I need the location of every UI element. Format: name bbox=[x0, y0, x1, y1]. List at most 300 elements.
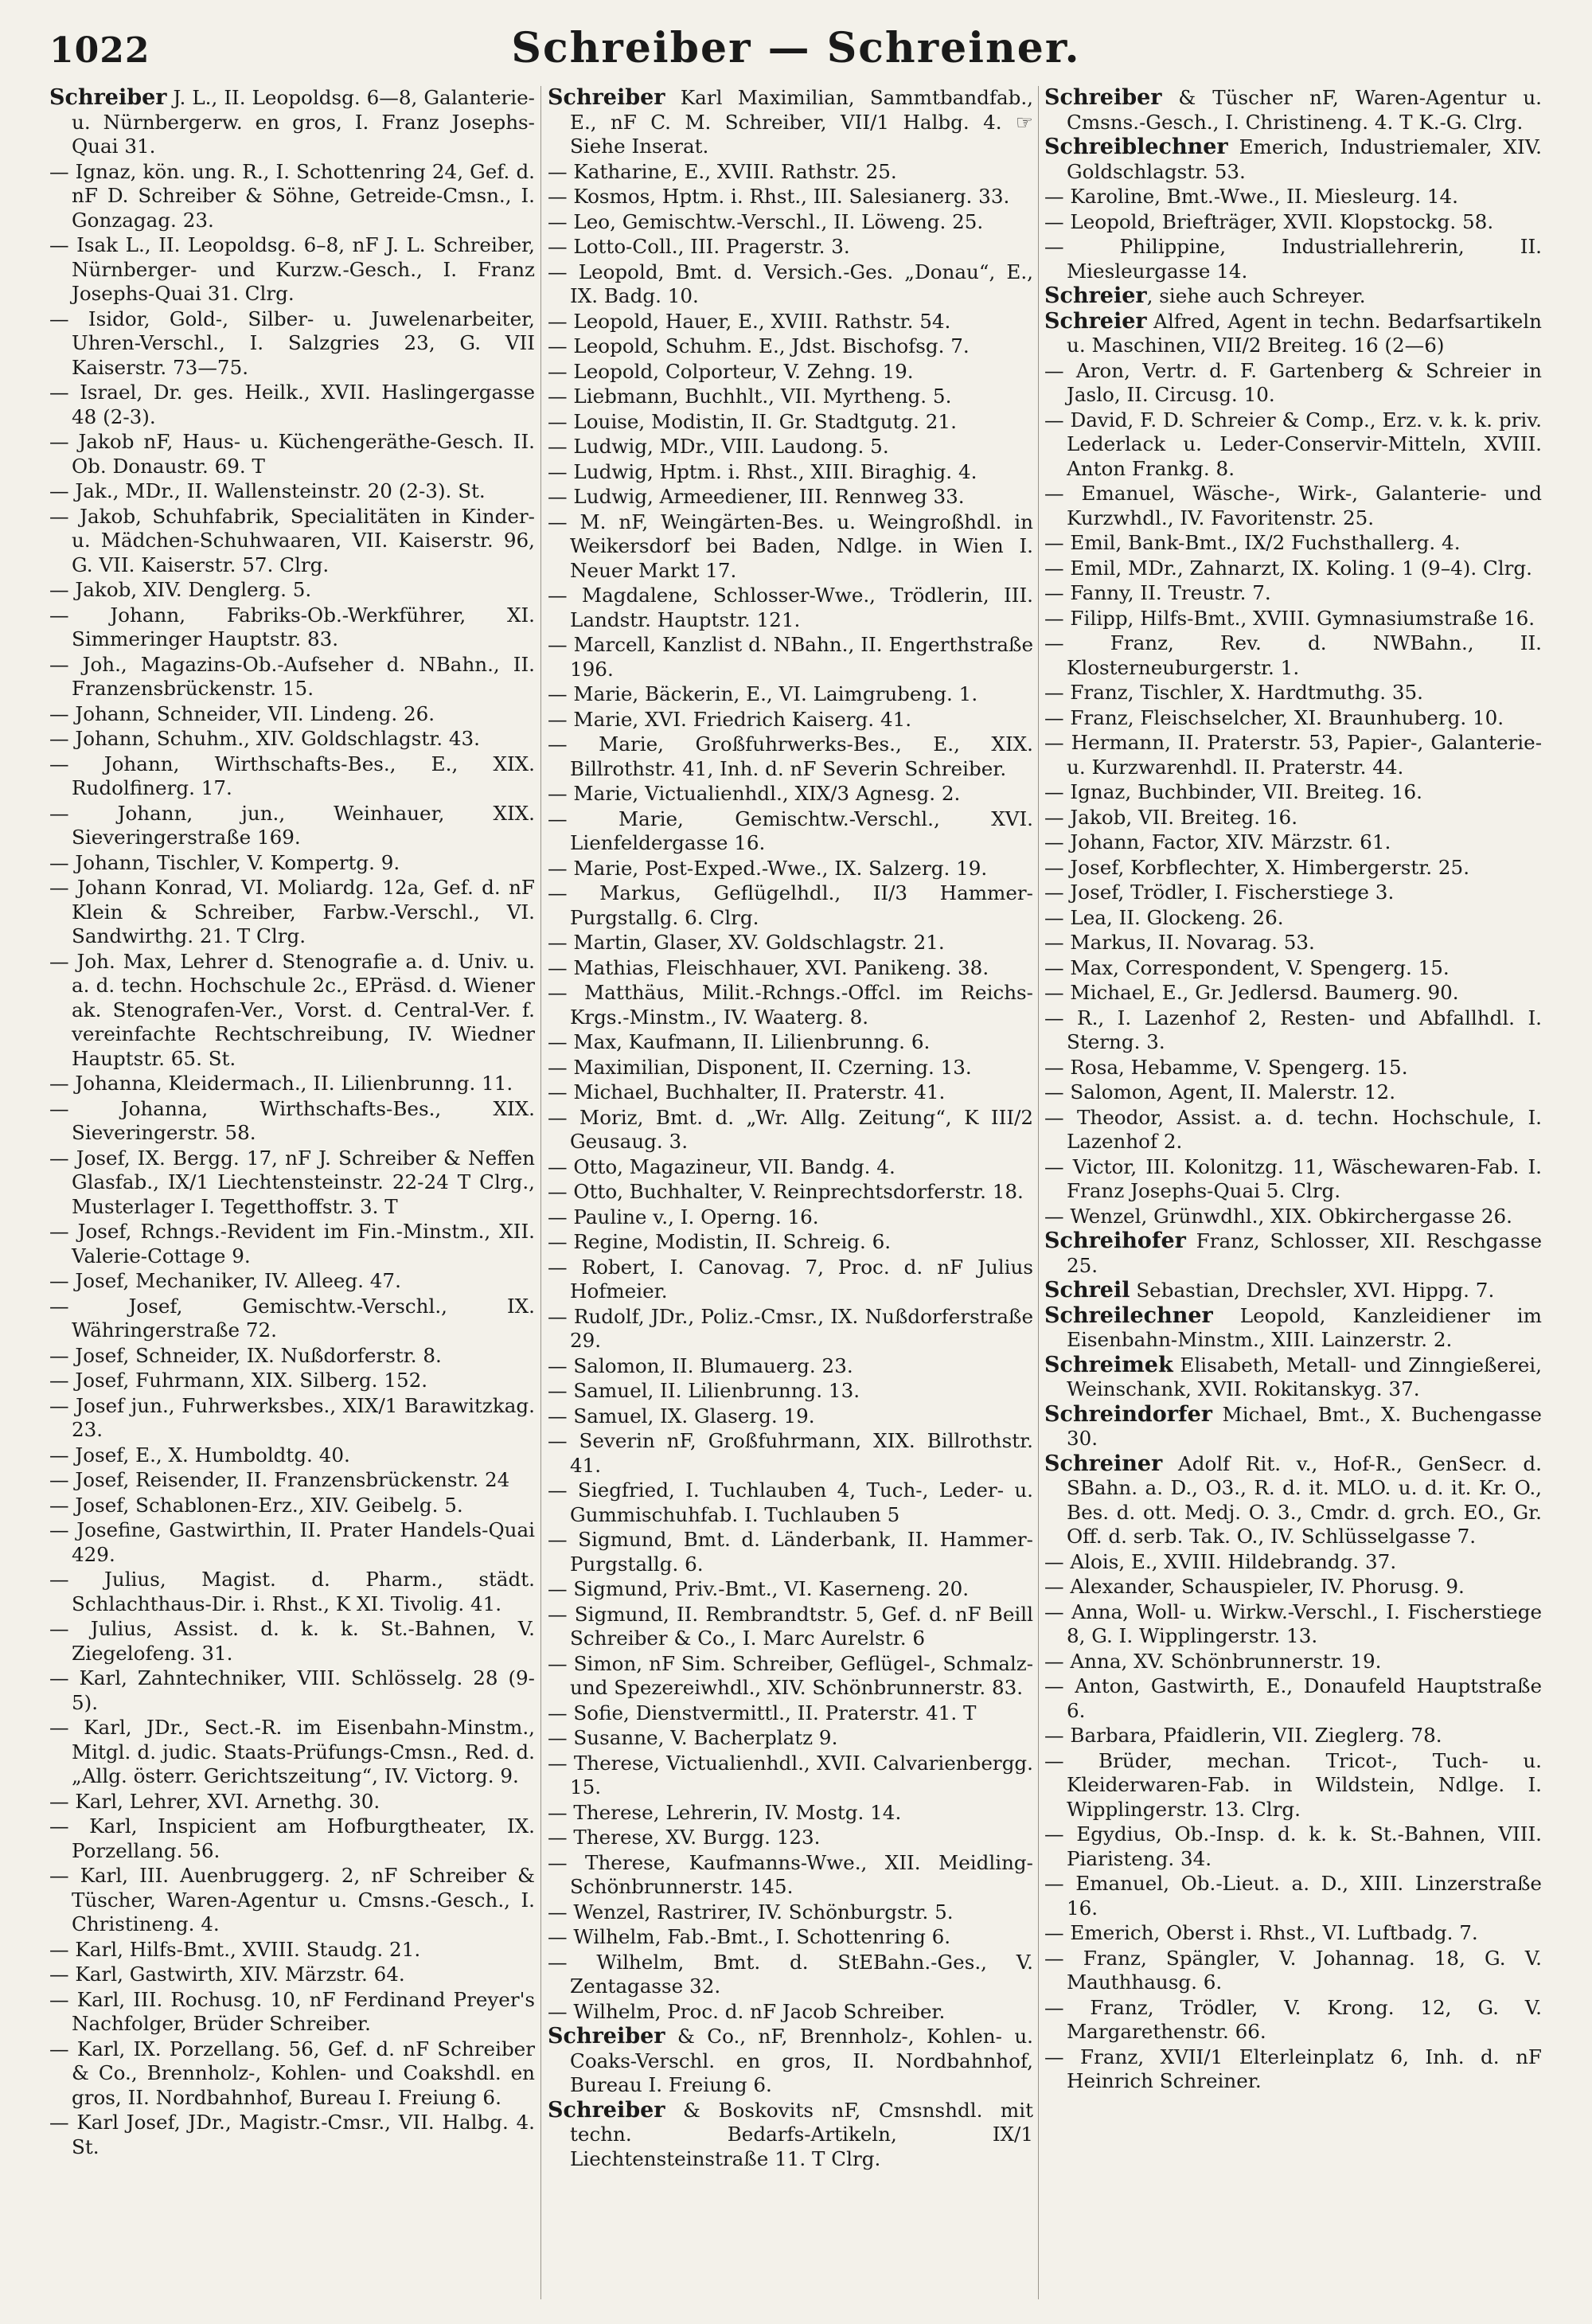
directory-entry bbox=[49, 1369, 535, 1393]
entry-text: — Johann Konrad, VI. Moliardg. 12a, Gef. d. nF Klein & Schreiber, Farbw.-Verschl., VI. Sandwirthg. 21. T Clrg. bbox=[49, 876, 535, 947]
directory-entry bbox=[548, 360, 1033, 385]
entry-text: — Jakob, XIV. Denglerg. 5. bbox=[49, 578, 312, 601]
entry-text: — Leopold, Briefträger, XVII. Klopstockg. 58. bbox=[1044, 209, 1494, 233]
entry-text: — Josef, Schablonen-Erz., XIV. Geibelg. 5. bbox=[49, 1493, 463, 1517]
entry-text: — Samuel, II. Lilienbrunng. 13. bbox=[548, 1379, 860, 1402]
entry-text: — Lea, II. Glockeng. 26. bbox=[1044, 905, 1284, 929]
entry-text: — Ignaz, kön. ung. R., I. Schottenring 24, Gef. d. nF D. Schreiber & Söhne, Getreide-Cmsn., I. Gonzagag. 23. bbox=[49, 159, 535, 232]
directory-entry bbox=[548, 185, 1033, 209]
directory-entry bbox=[548, 1528, 1033, 1576]
entry-text: — Anna, XV. Schönbrunnerstr. 19. bbox=[1044, 1649, 1382, 1673]
entry-text: — Karl, III. Rochusg. 10, nF Ferdinand Preyer's Nachfolger, Brüder Schreiber. bbox=[49, 1987, 535, 2035]
directory-entry bbox=[49, 86, 535, 159]
entry-text: — Martin, Glaser, XV. Goldschlagstr. 21. bbox=[548, 931, 945, 954]
directory-entry bbox=[548, 1379, 1033, 1404]
directory-entry bbox=[1044, 1353, 1542, 1402]
entry-text: — Wilhelm, Fab.-Bmt., I. Schottenring 6. bbox=[548, 1925, 951, 1948]
entry-text: — Ludwig, Armeediener, III. Rennweg 33. bbox=[548, 485, 965, 508]
directory-entry bbox=[49, 1344, 535, 1369]
directory-column-2 bbox=[548, 86, 1033, 2307]
directory-entry bbox=[1044, 1996, 1542, 2045]
directory-entry bbox=[49, 233, 535, 307]
entry-text: — Karl, Zahntechniker, VIII. Schlösselg. 28 (9-5). bbox=[49, 1666, 535, 1714]
directory-entry bbox=[49, 950, 535, 1072]
directory-entry bbox=[548, 2000, 1033, 2025]
entry-text: — Markus, Geflügelhdl., II/3 Hammer-Purgstallg. 6. Clrg. bbox=[548, 881, 1033, 929]
entry-text: — Salomon, II. Blumauerg. 23. bbox=[548, 1353, 853, 1377]
directory-entry bbox=[49, 1097, 535, 1146]
entry-text: — Markus, II. Novarag. 53. bbox=[1044, 931, 1315, 954]
entry-text: — Louise, Modistin, II. Gr. Stadtgutg. 21. bbox=[548, 409, 957, 433]
directory-entry bbox=[49, 1518, 535, 1567]
directory-entry bbox=[1044, 780, 1542, 805]
directory-entry bbox=[1044, 1080, 1542, 1105]
entry-text: — Fanny, II. Treustr. 7. bbox=[1044, 581, 1271, 604]
directory-entry bbox=[49, 1716, 535, 1789]
entry-headword: Schreiber bbox=[548, 2097, 665, 2123]
directory-entry bbox=[49, 1220, 535, 1268]
directory-entry bbox=[1044, 1106, 1542, 1154]
entry-text: Emerich, Industriemaler, XIV. Goldschlagstr. 53. bbox=[1067, 135, 1542, 183]
directory-entry bbox=[1044, 607, 1542, 631]
entry-text: — Leopold, Schuhm. E., Jdst. Bischofsg. 7. bbox=[548, 334, 970, 357]
directory-entry bbox=[548, 1900, 1033, 1925]
entry-text: — Karl Josef, JDr., Magistr.-Cmsr., VII. Halbg. 4. St. bbox=[49, 2111, 535, 2158]
entry-text: J. L., II. Leopoldsg. 6—8, Galanterie- u. Nürnbergerw. en gros, I. Franz Josephs-Quai 31. bbox=[72, 86, 535, 158]
directory-entry bbox=[49, 802, 535, 850]
entry-text: — Leopold, Bmt. d. Versich.-Ges. „Donau“, E., IX. Badg. 10. bbox=[548, 260, 1033, 307]
entry-text: — Josef, Gemischtw.-Verschl., IX. Währingerstraße 72. bbox=[49, 1294, 535, 1342]
directory-entry bbox=[49, 505, 535, 578]
entry-text: — Karl, Inspicient am Hofburgtheater, IX. Porzellang. 56. bbox=[49, 1814, 535, 1862]
directory-entry bbox=[548, 682, 1033, 707]
directory-entry bbox=[548, 510, 1033, 584]
directory-entry bbox=[1044, 830, 1542, 855]
entry-text: Adolf Rit. v., Hof-R., GenSecr. d. SBahn. a. D., O3., R. d. it. MLO. u. d. it. Kr. O., Bes. d. ott. Medj. O. 3., Cmdr. d. grch. EO., Gr. Off. d. serb. Tak. O., IV. Schlüsselgasse 7. bbox=[1067, 1451, 1542, 1548]
entry-text: — Wilhelm, Proc. d. nF Jacob Schreiber. bbox=[548, 1999, 946, 2023]
entry-text: — Julius, Assist. d. k. k. St.-Bahnen, V. Ziegelofeng. 31. bbox=[49, 1617, 535, 1665]
directory-entry bbox=[49, 1568, 535, 1616]
directory-entry bbox=[548, 1404, 1033, 1429]
directory-entry bbox=[1044, 1724, 1542, 1748]
directory-entry bbox=[1044, 1279, 1542, 1303]
directory-entry bbox=[49, 2037, 535, 2111]
entry-text: — Pauline v., I. Operng. 16. bbox=[548, 1205, 819, 1228]
entry-text: — Rudolf, JDr., Poliz.-Cmsr., IX. Nußdorferstraße 29. bbox=[548, 1304, 1033, 1352]
directory-entry bbox=[1044, 408, 1542, 482]
entry-text: — Israel, Dr. ges. Heilk., XVII. Haslingergasse 48 (2-3). bbox=[49, 381, 535, 428]
directory-entry bbox=[548, 310, 1033, 334]
directory-entry bbox=[548, 1305, 1033, 1353]
entry-text: — Filipp, Hilfs-Bmt., XVIII. Gymnasiumstraße 16. bbox=[1044, 606, 1535, 630]
directory-entry bbox=[1044, 531, 1542, 556]
entry-text: — Johann, Wirthschafts-Bes., E., XIX. Rudolfinerg. 17. bbox=[49, 752, 535, 799]
entry-text: — Josef, E., X. Humboldtg. 40. bbox=[49, 1443, 350, 1467]
directory-entry bbox=[548, 435, 1033, 459]
entry-text: — Siegfried, I. Tuchlauben 4, Tuch-, Leder- u. Gummischuhfab. I. Tuchlauben 5 bbox=[548, 1478, 1033, 1526]
entry-text: — Liebmann, Buchhlt., VII. Myrtheng. 5. bbox=[548, 385, 952, 408]
entry-text: — Franz, Rev. d. NWBahn., II. Klosterneuburgerstr. 1. bbox=[1044, 631, 1542, 679]
entry-text: — Leo, Gemischtw.-Verschl., II. Löweng. 25. bbox=[548, 209, 984, 233]
directory-entry bbox=[1044, 2045, 1542, 2094]
entry-text: — Johann, Factor, XIV. Märzstr. 61. bbox=[1044, 830, 1391, 853]
entry-text: — Therese, Kaufmanns-Wwe., XII. Meidling-Schönbrunnerstr. 145. bbox=[548, 1850, 1033, 1898]
directory-entry bbox=[1044, 1947, 1542, 1995]
entry-text: — Johanna, Kleidermach., II. Lilienbrunng. 11. bbox=[49, 1072, 513, 1095]
entry-text: — Alois, E., XVIII. Hildebrandg. 37. bbox=[1044, 1549, 1397, 1573]
entry-text: — M. nF, Weingärten-Bes. u. Weingroßhdl. in Weikersdorf bei Baden, Ndlge. in Wien I. Neuer Markt 17. bbox=[548, 510, 1033, 582]
entry-text: — Julius, Magist. d. Pharm., städt. Schlachthaus-Dir. i. Rhst., K XI. Tivolig. 41. bbox=[49, 1568, 535, 1615]
directory-entry bbox=[49, 1443, 535, 1468]
directory-entry bbox=[1044, 1749, 1542, 1822]
directory-entry bbox=[49, 430, 535, 478]
entry-text: — Karl, Gastwirth, XIV. Märzstr. 64. bbox=[49, 1963, 405, 1986]
directory-entry bbox=[49, 1938, 535, 1963]
entry-text: — Severin nF, Großfuhrmann, XIX. Billrothstr. 41. bbox=[548, 1429, 1033, 1477]
directory-entry bbox=[548, 2025, 1033, 2098]
entry-text: Leopold, Kanzleidiener im Eisenbahn-Minstm., XIII. Lainzerstr. 2. bbox=[1067, 1303, 1542, 1351]
entry-text: — Leopold, Colporteur, V. Zehng. 19. bbox=[548, 359, 914, 383]
directory-entry bbox=[49, 1988, 535, 2037]
entry-text: — Emerich, Oberst i. Rhst., VI. Luftbadg. 7. bbox=[1044, 1921, 1478, 1944]
entry-text: — Josef, Trödler, I. Fischerstiege 3. bbox=[1044, 881, 1395, 904]
entry-text: — Barbara, Pfaidlerin, VII. Zieglerg. 78. bbox=[1044, 1724, 1442, 1747]
entry-text: — Josef, Reisender, II. Franzensbrückenstr. 24 bbox=[49, 1468, 510, 1491]
entry-text: — Isidor, Gold-, Silber- u. Juwelenarbeiter, Uhren-Verschl., I. Salzgries 23, G. VII Kaiserstr. 73—75. bbox=[49, 307, 535, 379]
entry-text: — Franz, Spängler, V. Johannag. 18, G. V. Mauthhausg. 6. bbox=[1044, 1946, 1542, 1994]
directory-entry bbox=[548, 732, 1033, 781]
directory-entry bbox=[548, 1603, 1033, 1651]
entry-text: — Katharine, E., XVIII. Rathstr. 25. bbox=[548, 159, 897, 183]
directory-entry bbox=[49, 603, 535, 652]
directory-entry bbox=[1044, 1403, 1542, 1451]
running-head: Schreiber — Schreiner. bbox=[511, 24, 1081, 72]
entry-text: — Karl, IX. Porzellang. 56, Gef. d. nF Schreiber & Co., Brennholz-, Kohlen- und Coakshdl. en gros, II. Nordbahnhof, Bureau I. Freiung 6. bbox=[49, 2037, 535, 2109]
entry-text: & Tüscher nF, Waren-Agentur u. Cmsns.-Gesch., I. Christineng. 4. T K.-G. Clrg. bbox=[1067, 86, 1542, 134]
directory-entry bbox=[548, 1106, 1033, 1154]
entry-text: — Josef, Korbflechter, X. Himbergerstr. 25. bbox=[1044, 855, 1470, 879]
directory-entry bbox=[548, 1230, 1033, 1255]
directory-entry bbox=[1044, 235, 1542, 283]
entry-text: — Emanuel, Wäsche-, Wirk-, Galanterie- und Kurzwhdl., IV. Favoritenstr. 25. bbox=[1044, 482, 1542, 529]
directory-entry bbox=[49, 160, 535, 233]
directory-entry bbox=[548, 633, 1033, 682]
directory-entry bbox=[49, 1864, 535, 1937]
directory-entry bbox=[548, 1429, 1033, 1478]
directory-entry bbox=[548, 956, 1033, 981]
directory-entry bbox=[548, 334, 1033, 359]
entry-text: — Johann, Tischler, V. Kompertg. 9. bbox=[49, 850, 400, 874]
directory-entry bbox=[49, 578, 535, 603]
directory-entry bbox=[1044, 1550, 1542, 1575]
directory-entry bbox=[548, 1155, 1033, 1180]
entry-text: — Therese, Lehrerin, IV. Mostg. 14. bbox=[548, 1800, 902, 1824]
entry-text: — Robert, I. Canovag. 7, Proc. d. nF Julius Hofmeier. bbox=[548, 1255, 1033, 1303]
directory-entry bbox=[1044, 1006, 1542, 1055]
entry-headword: Schreil bbox=[1044, 1278, 1130, 1303]
entry-text: — Magdalene, Schlosser-Wwe., Trödlerin, III. Landstr. Hauptstr. 121. bbox=[548, 584, 1033, 631]
entry-text: — Therese, XV. Burgg. 123. bbox=[548, 1826, 821, 1849]
directory-entry bbox=[1044, 1872, 1542, 1920]
directory-entry bbox=[548, 235, 1033, 260]
directory-entry bbox=[548, 1752, 1033, 1800]
directory-entry bbox=[49, 1963, 535, 1987]
entry-headword: Schreiner bbox=[1044, 1451, 1163, 1476]
directory-entry bbox=[548, 1354, 1033, 1379]
entry-text: — Karl, JDr., Sect.-R. im Eisenbahn-Minstm., Mitgl. d. judic. Staats-Prüfungs-Cmsn., Red. d. „Allg. österr. Gerichtszeitung“, IV. Victorg. 9. bbox=[49, 1716, 535, 1787]
entry-text: — Franz, XVII/1 Elterleinplatz 6, Inh. d. nF Heinrich Schreiner. bbox=[1044, 2045, 1542, 2092]
entry-text: — Johanna, Wirthschafts-Bes., XIX. Sieveringerstr. 58. bbox=[49, 1096, 535, 1144]
directory-entry bbox=[49, 851, 535, 876]
directory-entry bbox=[548, 2099, 1033, 2172]
directory-entry bbox=[49, 752, 535, 801]
entry-text: — Max, Kaufmann, II. Lilienbrunng. 6. bbox=[548, 1030, 931, 1053]
column-divider bbox=[540, 86, 541, 2299]
directory-entry bbox=[548, 1826, 1033, 1850]
directory-entry bbox=[548, 260, 1033, 309]
entry-text: — Johann, Fabriks-Ob.-Werkführer, XI. Simmeringer Hauptstr. 83. bbox=[49, 603, 535, 650]
page-number: 1022 bbox=[49, 30, 150, 71]
directory-entry bbox=[49, 1072, 535, 1096]
entry-text: — Emil, MDr., Zahnarzt, IX. Koling. 1 (9–4). Clrg. bbox=[1044, 556, 1532, 580]
entry-text: — Mathias, Fleischhauer, XVI. Panikeng. 38. bbox=[548, 955, 989, 979]
entry-text: — Anton, Gastwirth, E., Donaufeld Hauptstraße 6. bbox=[1044, 1674, 1542, 1722]
directory-entry bbox=[49, 1666, 535, 1715]
directory-entry bbox=[548, 485, 1033, 510]
entry-text: Alfred, Agent in techn. Bedarfsartikeln u. Maschinen, VII/2 Breiteg. 16 (2—6) bbox=[1067, 309, 1542, 357]
entry-text: — Lotto-Coll., III. Pragerstr. 3. bbox=[548, 235, 850, 258]
entry-text: — Jak., MDr., II. Wallensteinstr. 20 (2-3). St. bbox=[49, 479, 486, 502]
entry-text: — Michael, Buchhalter, II. Praterstr. 41. bbox=[548, 1080, 946, 1103]
entry-text: — Johann, Schneider, VII. Lindeng. 26. bbox=[49, 701, 435, 725]
entry-text: — Hermann, II. Praterstr. 53, Papier-, Galanterie- u. Kurzwarenhdl. II. Praterstr. 44. bbox=[1044, 731, 1542, 779]
entry-text: — Sigmund, II. Rembrandtstr. 5, Gef. d. nF Beill Schreiber & Co., I. Marc Aurelstr. 6 bbox=[548, 1602, 1033, 1650]
directory-entry bbox=[548, 708, 1033, 732]
directory-entry bbox=[548, 584, 1033, 632]
entry-text: — Philippine, Industriallehrerin, II. Miesleurgasse 14. bbox=[1044, 235, 1542, 283]
directory-entry bbox=[548, 86, 1033, 159]
directory-entry bbox=[1044, 1822, 1542, 1871]
entry-text: — Regine, Modistin, II. Schreig. 6. bbox=[548, 1230, 892, 1253]
entry-text: — Marie, Post-Exped.-Wwe., IX. Salzerg. 19. bbox=[548, 856, 988, 880]
entry-text: & Boskovits nF, Cmsnshdl. mit techn. Bedarfs-Artikeln, IX/1 Liechtensteinstraße 11. T Clrg. bbox=[570, 2098, 1033, 2170]
directory-entry bbox=[548, 385, 1033, 409]
entry-headword: Schreiber bbox=[548, 86, 665, 110]
directory-entry bbox=[1044, 806, 1542, 830]
directory-entry bbox=[1044, 931, 1542, 955]
entry-headword: Schreindorfer bbox=[1044, 1401, 1212, 1427]
directory-entry bbox=[548, 931, 1033, 955]
directory-entry bbox=[1044, 906, 1542, 931]
entry-text: — Moriz, Bmt. d. „Wr. Allg. Zeitung“, K III/2 Geusaug. 3. bbox=[548, 1105, 1033, 1153]
directory-entry bbox=[1044, 881, 1542, 905]
entry-headword: Schreier bbox=[1044, 283, 1147, 308]
directory-entry bbox=[1044, 731, 1542, 779]
directory-entry bbox=[49, 1394, 535, 1443]
directory-entry bbox=[548, 1256, 1033, 1304]
directory-entry bbox=[1044, 1205, 1542, 1229]
entry-text: — Maximilian, Disponent, II. Czerning. 13. bbox=[548, 1055, 972, 1079]
directory-entry bbox=[548, 1925, 1033, 1950]
directory-entry bbox=[548, 1726, 1033, 1751]
directory-entry bbox=[1044, 557, 1542, 581]
directory-entry bbox=[548, 782, 1033, 807]
entry-text: — Marie, XVI. Friedrich Kaiserg. 41. bbox=[548, 707, 912, 731]
entry-text: — Alexander, Schauspieler, IV. Phorusg. 9. bbox=[1044, 1575, 1465, 1598]
entry-text: — Joh. Max, Lehrer d. Stenografie a. d. Univ. u. a. d. techn. Hochschule 2c., EPräsd. d. Wiener ak. Stenografen-Ver., Vorst. d. Central-Ver. f. vereinfachte Rechtschreibung, IV. Wiedner Hauptstr. 65. St. bbox=[49, 949, 535, 1070]
entry-text: — Leopold, Hauer, E., XVIII. Rathstr. 54. bbox=[548, 309, 951, 333]
directory-entry bbox=[1044, 1155, 1542, 1204]
entry-text: — Josef jun., Fuhrwerksbes., XIX/1 Barawitzkag. 23. bbox=[49, 1393, 535, 1441]
entry-text: — Emil, Bank-Bmt., IX/2 Fuchsthallerg. 4. bbox=[1044, 531, 1461, 554]
entry-text: & Co., nF, Brennholz-, Kohlen- u. Coaks-Verschl. en gros, II. Nordbahnhof, Bureau I. Freiung 6. bbox=[570, 2025, 1033, 2096]
entry-text: — Therese, Victualienhdl., XVII. Calvarienbergg. 15. bbox=[548, 1751, 1033, 1799]
entry-text: — Sigmund, Priv.-Bmt., VI. Kaserneng. 20. bbox=[548, 1577, 970, 1600]
entry-text: — Michael, E., Gr. Jedlersd. Baumerg. 90. bbox=[1044, 981, 1459, 1004]
directory-entry bbox=[49, 653, 535, 701]
directory-entry bbox=[49, 307, 535, 381]
directory-entry bbox=[1044, 706, 1542, 731]
directory-entry bbox=[1044, 981, 1542, 1006]
directory-entry bbox=[49, 1814, 535, 1863]
entry-text: — Kosmos, Hptm. i. Rhst., III. Salesianerg. 33. bbox=[548, 185, 1010, 208]
directory-entry bbox=[548, 1951, 1033, 1999]
entry-headword: Schreiber bbox=[548, 2024, 665, 2049]
entry-text: — R., I. Lazenhof 2, Resten- und Abfallhdl. I. Sterng. 3. bbox=[1044, 1006, 1542, 1053]
directory-entry bbox=[1044, 1056, 1542, 1080]
entry-text: — Ludwig, MDr., VIII. Laudong. 5. bbox=[548, 435, 889, 458]
directory-entry bbox=[49, 1269, 535, 1294]
entry-text: — Marie, Gemischtw.-Verschl., XVI. Lienfeldergasse 16. bbox=[548, 807, 1033, 854]
entry-text: — Jakob nF, Haus- u. Küchengeräthe-Gesch. II. Ob. Donaustr. 69. T bbox=[49, 430, 535, 478]
directory-entry bbox=[548, 1056, 1033, 1080]
entry-text: — Josef, Fuhrmann, XIX. Silberg. 152. bbox=[49, 1369, 428, 1392]
directory-entry bbox=[1044, 681, 1542, 705]
entry-text: Sebastian, Drechsler, XVI. Hippg. 7. bbox=[1130, 1279, 1495, 1302]
entry-text: — Theodor, Assist. a. d. techn. Hochschule, I. Lazenhof 2. bbox=[1044, 1105, 1542, 1153]
entry-text: — Salomon, Agent, II. Malerstr. 12. bbox=[1044, 1080, 1396, 1103]
entry-text: — Victor, III. Kolonitzg. 11, Wäschewaren-Fab. I. Franz Josephs-Quai 5. Clrg. bbox=[1044, 1154, 1542, 1202]
entry-text: — Susanne, V. Bacherplatz 9. bbox=[548, 1726, 838, 1749]
entry-text: — Franz, Fleischselcher, XI. Braunhuberg. 10. bbox=[1044, 705, 1504, 729]
entry-text: — Josef, Schneider, IX. Nußdorferstr. 8. bbox=[49, 1343, 442, 1367]
directory-entry bbox=[49, 381, 535, 429]
directory-entry bbox=[1044, 1650, 1542, 1674]
entry-text: — Sofie, Dienstvermittl., II. Praterstr. 41. T bbox=[548, 1701, 977, 1724]
entry-text: — Marie, Bäckerin, E., VI. Laimgrubeng. 1. bbox=[548, 682, 978, 705]
directory-entry bbox=[548, 1652, 1033, 1701]
entry-text: — Josef, IX. Bergg. 17, nF J. Schreiber & Neffen Glasfab., IX/1 Liechtensteinstr. 22-24 T Clrg., Musterlager I. Tegetthoffstr. 3. T bbox=[49, 1146, 535, 1218]
entry-text: — Otto, Buchhalter, V. Reinprechtsdorferstr. 18. bbox=[548, 1180, 1024, 1203]
directory-entry bbox=[1044, 856, 1542, 881]
directory-entry bbox=[1044, 1304, 1542, 1353]
directory-entry bbox=[548, 1478, 1033, 1527]
directory-entry bbox=[1044, 482, 1542, 530]
entry-headword: Schreihofer bbox=[1044, 1228, 1186, 1253]
entry-text: — Wenzel, Rastrirer, IV. Schönburgstr. 5. bbox=[548, 1900, 954, 1924]
entry-text: — Max, Correspondent, V. Spengerg. 15. bbox=[1044, 955, 1450, 979]
directory-entry bbox=[49, 876, 535, 949]
directory-entry bbox=[548, 1851, 1033, 1900]
entry-text: — Egydius, Ob.-Insp. d. k. k. St.-Bahnen, VIII. Piaristeng. 34. bbox=[1044, 1822, 1542, 1870]
entry-text: — Joh., Magazins-Ob.-Aufseher d. NBahn., II. Franzensbrückenstr. 15. bbox=[49, 652, 535, 700]
entry-text: — Otto, Magazineur, VII. Bandg. 4. bbox=[548, 1154, 896, 1178]
entry-text: Michael, Bmt., X. Buchengasse 30. bbox=[1067, 1402, 1542, 1450]
entry-text: — Karl, III. Auenbruggerg. 2, nF Schreiber & Tüscher, Waren-Agentur u. Cmsns.-Gesch., I. Christineng. 4. bbox=[49, 1864, 535, 1935]
entry-text: — Matthäus, Milit.-Rchngs.-Offcl. im Reichs-Krgs.-Minstm., IV. Waaterg. 8. bbox=[548, 981, 1033, 1029]
entry-text: — Wenzel, Grünwdhl., XIX. Obkirchergasse 26. bbox=[1044, 1204, 1512, 1228]
directory-entry bbox=[548, 807, 1033, 856]
entry-text: — Ignaz, Buchbinder, VII. Breiteg. 16. bbox=[1044, 780, 1422, 803]
entry-headword: Schreiblechner bbox=[1044, 135, 1228, 159]
entry-text: — Franz, Trödler, V. Krong. 12, G. V. Margarethenstr. 66. bbox=[1044, 1995, 1542, 2043]
entry-headword: Schreier bbox=[1044, 308, 1147, 334]
directory-entry bbox=[49, 479, 535, 504]
entry-text: — Marie, Victualienhdl., XIX/3 Agnesg. 2. bbox=[548, 782, 961, 805]
entry-text: — Karl, Hilfs-Bmt., XVIII. Staudg. 21. bbox=[49, 1937, 421, 1961]
entry-text: — David, F. D. Schreier & Comp., Erz. v. k. k. priv. Lederlack u. Leder-Conservir-Mitteln, XVIII. Anton Frankg. 8. bbox=[1044, 408, 1542, 480]
entry-text: Elisabeth, Metall- und Zinngießerei, Weinschank, XVII. Rokitanskyg. 37. bbox=[1067, 1353, 1542, 1400]
entry-text: — Brüder, mechan. Tricot-, Tuch- u. Kleiderwaren-Fab. in Wildstein, Ndlge. I. Wipplingerstr. 13. Clrg. bbox=[1044, 1748, 1542, 1821]
directory-column-1 bbox=[49, 86, 535, 2307]
directory-entry bbox=[1044, 956, 1542, 981]
directory-entry bbox=[548, 981, 1033, 1029]
directory-entry bbox=[1044, 1600, 1542, 1649]
entry-text: — Emanuel, Ob.-Lieut. a. D., XIII. Linzerstraße 16. bbox=[1044, 1872, 1542, 1920]
directory-entry bbox=[1044, 135, 1542, 184]
entry-text: — Jakob, Schuhfabrik, Specialitäten in Kinder- u. Mädchen-Schuhwaaren, VII. Kaiserstr. 96, G. VII. Kaiserstr. 57. Clrg. bbox=[49, 504, 535, 576]
directory-entry bbox=[1044, 185, 1542, 209]
entry-headword: Schreimek bbox=[1044, 1352, 1173, 1377]
directory-entry bbox=[49, 702, 535, 727]
directory-entry bbox=[1044, 210, 1542, 235]
directory-entry bbox=[49, 1468, 535, 1493]
directory-entry bbox=[49, 1494, 535, 1518]
entry-text: , siehe auch Schreyer. bbox=[1146, 284, 1366, 307]
directory-entry bbox=[49, 1790, 535, 1814]
entry-text: — Marcell, Kanzlist d. NBahn., II. Engerthstraße 196. bbox=[548, 633, 1033, 681]
directory-entry bbox=[548, 1801, 1033, 1826]
column-divider bbox=[1038, 86, 1039, 2299]
entry-text: — Karl, Lehrer, XVI. Arnethg. 30. bbox=[49, 1789, 380, 1813]
directory-entry bbox=[548, 1080, 1033, 1105]
directory-column-3 bbox=[1044, 86, 1542, 2307]
entry-headword: Schreilechner bbox=[1044, 1303, 1213, 1328]
entry-text: — Josef, Rchngs.-Revident im Fin.-Minstm., XII. Valerie-Cottage 9. bbox=[49, 1220, 535, 1267]
entry-headword: Schreiber bbox=[49, 86, 167, 110]
entry-headword: Schreiber bbox=[1044, 86, 1162, 110]
directory-entry bbox=[49, 2111, 535, 2159]
directory-entry bbox=[548, 160, 1033, 185]
directory-entry bbox=[548, 857, 1033, 881]
entry-text: — Simon, nF Sim. Schreiber, Geflügel-, Schmalz- und Spezereiwhdl., XIV. Schönbrunnerstr. 83. bbox=[548, 1651, 1033, 1699]
entry-text: Karl Maximilian, Sammtbandfab., E., nF C. M. Schreiber, VII/1 Halbg. 4. ☞ Siehe Inserat. bbox=[570, 86, 1033, 158]
entry-text: — Aron, Vertr. d. F. Gartenberg & Schreier in Jaslo, II. Circusg. 10. bbox=[1044, 358, 1542, 406]
entry-text: — Josef, Mechaniker, IV. Alleeg. 47. bbox=[49, 1269, 401, 1292]
directory-entry bbox=[1044, 1674, 1542, 1723]
entry-text: — Wilhelm, Bmt. d. StEBahn.-Ges., V. Zentagasse 32. bbox=[548, 1950, 1033, 1998]
directory-entry bbox=[1044, 631, 1542, 680]
directory-entry bbox=[548, 1205, 1033, 1230]
entry-text: — Franz, Tischler, X. Hardtmuthg. 35. bbox=[1044, 681, 1423, 704]
entry-text: — Johann, jun., Weinhauer, XIX. Sieveringerstraße 169. bbox=[49, 801, 535, 849]
entry-text: Franz, Schlosser, XII. Reschgasse 25. bbox=[1067, 1229, 1542, 1277]
entry-text: — Samuel, IX. Glaserg. 19. bbox=[548, 1404, 815, 1428]
directory-entry bbox=[1044, 284, 1542, 309]
entry-text: — Josefine, Gastwirthin, II. Prater Handels-Quai 429. bbox=[49, 1518, 535, 1566]
directory-entry bbox=[548, 881, 1033, 930]
directory-entry bbox=[548, 210, 1033, 235]
